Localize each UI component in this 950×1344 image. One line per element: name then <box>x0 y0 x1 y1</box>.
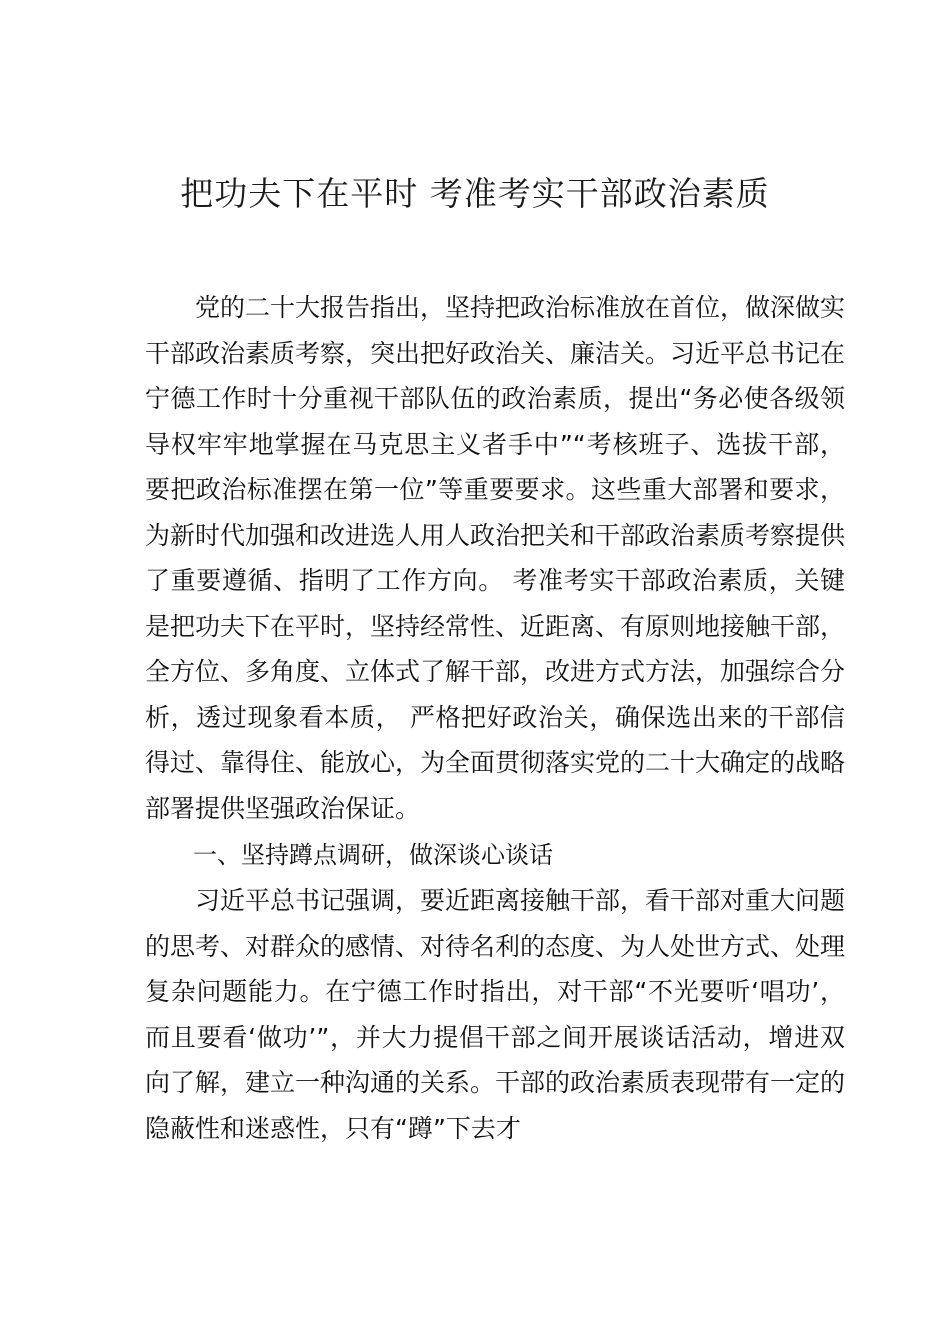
body-paragraph-section-1: 习近平总书记强调，要近距离接触干部，看干部对重大问题的思考、对群众的感情、对待名利的态度、为人处世方式、处理复杂问题能力。在宁德工作时指出，对干部“不光要听‘唱功’，而且要看‘做功’”，并大力提倡干部之间开展谈话活动，增进双向了解，建立一种沟通的关系。干部的政治素质表现带有一定的隐蔽性和迷惑性，只有“蹲”下去才 <box>145 886 846 1143</box>
document-title: 把功夫下在平时 考准考实干部政治素质 <box>180 174 770 213</box>
body-paragraph-intro: 党的二十大报告指出，坚持把政治标准放在首位，做深做实干部政治素质考察，突出把好政治关、廉洁关。习近平总书记在宁德工作时十分重视干部队伍的政治素质，提出“务必使各级领导权牢牢地掌握在马克思主义者手中”“考核班子、选拔干部，要把政治标准摆在第一位”等重要要求。这些重大部署和要求，为新时代加强和改进选人用人政治把关和干部政治素质考察提供了重要遵循、指明了工作方向。 考准考实干部政治素质，关键是把功夫下在平时，坚持经常性、近距离、有原则地接触干部，全方位、多角度、立体式了解干部，改进方式方法，加强综合分析，透过现象看本质， 严格把好政治关，确保选出来的干部信得过、靠得住、能放心，为全面贯彻落实党的二十大确定的战略部署提供坚强政治保证。 <box>145 293 846 823</box>
section-heading: 一、坚持蹲点调研，做深谈心谈话 <box>193 841 553 869</box>
